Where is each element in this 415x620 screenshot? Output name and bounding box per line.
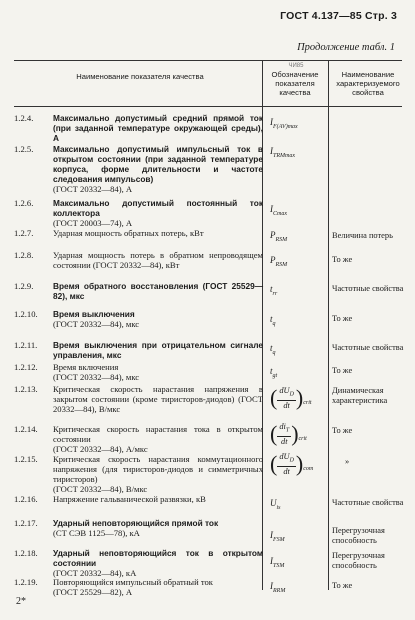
row-name: Максимально допустимый постоянный ток коллектора (ГОСТ 20003—74), А xyxy=(53,198,263,228)
row-symbol: ( $di_T$ dt ) crit xyxy=(270,420,307,446)
row-number: 1.2.16. xyxy=(14,494,38,504)
row-number: 1.2.6. xyxy=(14,198,34,208)
row-name: Время обратного восстановления (ГОСТ 25529—82), мкс xyxy=(53,281,263,301)
row-name: Напряжение гальванической развязки, кВ xyxy=(53,494,206,504)
row-characteristic: Частотные свойства xyxy=(332,284,404,293)
row-name: Время выключения (ГОСТ 20332—84), мкс xyxy=(53,309,140,329)
row-symbol: ( $dU_D$ dt ) com xyxy=(270,450,314,476)
row-symbol: $I_{RRM}$ xyxy=(270,581,286,594)
row-characteristic: » xyxy=(345,457,350,466)
row-characteristic: То же xyxy=(332,366,353,375)
row-characteristic: Динамическая характеристика xyxy=(332,386,388,405)
row-symbol: $I_{TRMmax}$ xyxy=(270,146,295,159)
row-name: Максимально допустимый средний прямой ток (при заданной температуре окружающей среды), А xyxy=(53,113,263,143)
row-name: Повторяющийся импульсный обратный ток (ГОСТ 25529—82), А xyxy=(53,577,213,597)
row-name: Критическая скорость нарастания тока в открытом состоянии (ГОСТ 20332—84), А/мкс xyxy=(53,424,263,454)
row-name: Ударный неповторяющийся ток в открытом состоянии (ГОСТ 20332—84), кА xyxy=(53,548,263,578)
row-number: 1.2.19. xyxy=(14,577,38,587)
column-header-symbol: Обозначение показателя качества xyxy=(271,70,319,97)
row-symbol: $t_q$ xyxy=(270,343,276,356)
row-number: 1.2.13. xyxy=(14,384,38,394)
column-header-characteristic: Наименование характеризуемого свойства xyxy=(336,70,400,97)
row-symbol: $I_{Cmax}$ xyxy=(270,204,287,217)
row-characteristic: То же xyxy=(332,581,353,590)
page-header: ГОСТ 4.137—85 Стр. 3 xyxy=(280,10,397,22)
row-characteristic: То же xyxy=(332,255,353,264)
row-symbol: $t_{rr}$ xyxy=(270,284,278,297)
row-number: 1.2.10. xyxy=(14,309,38,319)
row-number: 1.2.9. xyxy=(14,281,34,291)
table-top-border xyxy=(14,60,402,61)
row-number: 1.2.18. xyxy=(14,548,38,558)
row-name: Время включения (ГОСТ 20332—84), мкс xyxy=(53,362,140,382)
page-footer-mark: 2* xyxy=(16,596,26,607)
row-number: 1.2.7. xyxy=(14,228,34,238)
row-number: 1.2.11. xyxy=(14,340,38,350)
row-symbol: $I_{F(AV)max}$ xyxy=(270,117,298,130)
row-symbol: $P_{RSM}$ xyxy=(270,230,288,243)
row-name: Ударный неповторяющийся прямой ток (СТ СЭВ 1125—78), кА xyxy=(53,518,219,538)
row-characteristic: Частотные свойства xyxy=(332,498,404,507)
row-symbol: ( $dU_D$ dt ) crit xyxy=(270,384,312,410)
row-name: Ударная мощность обратных потерь, кВт xyxy=(53,228,204,238)
row-symbol: $t_{gt}$ xyxy=(270,366,278,379)
column-header-note: ЧИ85 xyxy=(288,63,304,69)
row-characteristic: Перегрузочная способность xyxy=(332,551,385,570)
row-number: 1.2.8. xyxy=(14,250,34,260)
row-number: 1.2.5. xyxy=(14,144,34,154)
row-name: Время выключения при отрицательном сигнале управления, мкс xyxy=(53,340,263,360)
row-symbol: $I_{TSM}$ xyxy=(270,556,285,569)
row-number: 1.2.4. xyxy=(14,113,34,123)
row-characteristic: То же xyxy=(332,314,353,323)
table-continuation-label: Продолжение табл. 1 xyxy=(297,42,395,53)
row-number: 1.2.12. xyxy=(14,362,38,372)
table-header-bottom-border xyxy=(14,106,402,107)
row-characteristic: То же xyxy=(332,426,353,435)
row-characteristic: Перегрузочная способность xyxy=(332,526,385,545)
row-symbol: $P_{RSM}$ xyxy=(270,255,288,268)
column-header-name: Наименование показателя качества xyxy=(76,72,204,81)
row-number: 1.2.14. xyxy=(14,424,38,434)
row-number: 1.2.15. xyxy=(14,454,38,464)
row-symbol: $t_q$ xyxy=(270,314,276,327)
row-characteristic: Величина потерь xyxy=(332,231,393,240)
row-name: Ударная мощность потерь в обратном непроводящем состоянии (ГОСТ 20332—84), кВт xyxy=(53,250,263,270)
row-symbol: $U_{is}$ xyxy=(270,498,281,511)
row-name: Критическая скорость нарастания коммутационного напряжения (для тиристоров-диодов и симметричных тиристоров) (ГОСТ 20332—84), В/мкс xyxy=(53,454,263,494)
row-number: 1.2.17. xyxy=(14,518,38,528)
row-name: Критическая скорость нарастания напряжения в закрытом состоянии (кроме тиристоров-диодов) (ГОСТ 20332—84), В/мкс xyxy=(53,384,263,414)
row-characteristic: Частотные свойства xyxy=(332,343,404,352)
row-symbol: $I_{FSM}$ xyxy=(270,530,285,543)
row-name: Максимально допустимый импульсный ток в открытом состоянии (при заданной температуре корпуса, форме длительности и частоте следования импульсов) (ГОСТ 20332—84), А xyxy=(53,144,263,194)
